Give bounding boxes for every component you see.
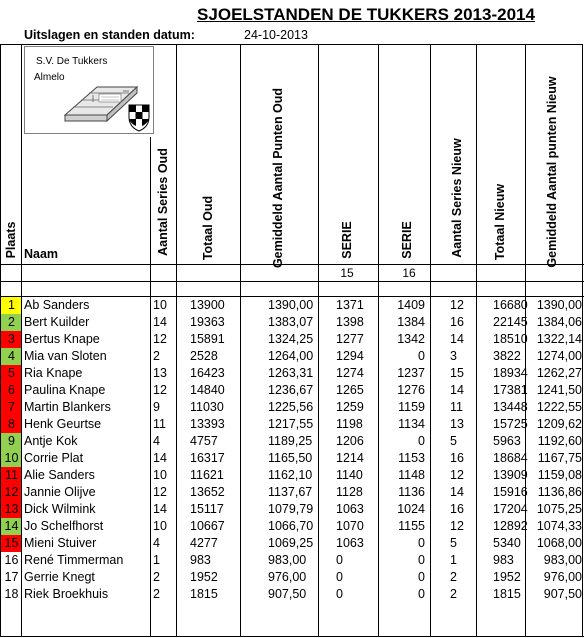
row-gemiddeld-nieuw: 1384,06	[536, 315, 582, 329]
row-serie-1: 1214	[336, 451, 364, 465]
table-row	[0, 433, 584, 450]
row-plaats: 14	[4, 519, 19, 533]
row-gemiddeld-oud: 1263,31	[268, 366, 314, 380]
row-aantal-series-nieuw: 13	[450, 417, 464, 431]
row-plaats: 4	[8, 349, 15, 363]
row-totaal-oud: 13900	[190, 298, 225, 312]
row-totaal-nieuw: 17381	[493, 383, 528, 397]
row-serie-2: 0	[418, 349, 425, 363]
row-aantal-series-nieuw: 16	[450, 502, 464, 516]
row-totaal-oud: 13393	[190, 417, 225, 431]
row-plaats: 15	[4, 536, 19, 550]
row-plaats: 13	[4, 502, 19, 516]
row-aantal-series-oud: 2	[153, 349, 160, 363]
row-totaal-oud: 19363	[190, 315, 225, 329]
row-naam: Corrie Plat	[24, 451, 84, 465]
row-serie-1: 1198	[336, 417, 363, 431]
header-aantal-series-nieuw: Aantal Series Nieuw	[450, 138, 464, 258]
date-label: Uitslagen en standen datum:	[24, 28, 195, 42]
row-totaal-oud: 10667	[190, 519, 225, 533]
row-plaats: 12	[4, 485, 19, 499]
row-totaal-nieuw: 1952	[493, 570, 521, 584]
grid-line	[0, 264, 584, 265]
table-row	[0, 297, 584, 314]
row-aantal-series-nieuw: 11	[450, 400, 463, 414]
row-serie-1: 1259	[336, 400, 364, 414]
row-totaal-oud: 14840	[190, 383, 225, 397]
page-title: SJOELSTANDEN DE TUKKERS 2013-2014	[197, 5, 535, 24]
row-serie-1: 1140	[336, 468, 363, 482]
header-gemiddeld-oud: Gemiddeld Aantal Punten Oud	[271, 87, 285, 269]
row-aantal-series-oud: 2	[153, 587, 160, 601]
row-gemiddeld-nieuw: 1209,62	[536, 417, 582, 431]
row-plaats: 1	[8, 298, 15, 312]
row-gemiddeld-nieuw: 1074,33	[536, 519, 582, 533]
table-row	[0, 399, 584, 416]
table-row	[0, 314, 584, 331]
row-gemiddeld-nieuw: 1322,14	[536, 332, 582, 346]
row-gemiddeld-nieuw: 1136,86	[537, 485, 582, 499]
row-gemiddeld-oud: 1162,10	[268, 468, 313, 482]
row-serie-2: 0	[418, 553, 425, 567]
row-serie-2: 1159	[398, 400, 425, 414]
row-gemiddeld-nieuw: 1192,60	[537, 434, 582, 448]
row-serie-1: 0	[336, 587, 343, 601]
row-totaal-nieuw: 12892	[493, 519, 528, 533]
row-gemiddeld-oud: 983,00	[268, 553, 307, 567]
row-naam: Ria Knape	[24, 366, 83, 380]
row-aantal-series-nieuw: 14	[450, 485, 464, 499]
row-aantal-series-oud: 11	[153, 417, 166, 431]
row-aantal-series-oud: 14	[153, 502, 167, 516]
row-aantal-series-oud: 10	[153, 468, 167, 482]
row-naam: Antje Kok	[24, 434, 78, 448]
row-aantal-series-nieuw: 15	[450, 366, 464, 380]
row-serie-2: 0	[418, 536, 425, 550]
table-row	[0, 382, 584, 399]
row-aantal-series-oud: 12	[153, 485, 167, 499]
row-totaal-oud: 4757	[190, 434, 218, 448]
header-gemiddeld-nieuw: Gemiddeld Aantal punten Nieuw	[545, 76, 559, 268]
row-plaats: 7	[8, 400, 15, 414]
row-totaal-oud: 11621	[190, 468, 224, 482]
row-naam: Gerrie Knegt	[24, 570, 95, 584]
row-plaats: 9	[8, 434, 15, 448]
row-plaats: 6	[8, 383, 15, 397]
row-serie-1: 1063	[336, 536, 364, 550]
row-aantal-series-oud: 12	[153, 332, 167, 346]
row-serie-1: 1128	[336, 485, 363, 499]
row-gemiddeld-nieuw: 1241,50	[536, 383, 582, 397]
row-serie-2: 1136	[398, 485, 425, 499]
serie-1-number: 15	[340, 266, 354, 280]
row-aantal-series-nieuw: 5	[450, 434, 457, 448]
row-gemiddeld-nieuw: 1222,55	[536, 400, 582, 414]
row-gemiddeld-nieuw: 976,00	[543, 570, 582, 584]
row-gemiddeld-oud: 1189,25	[268, 434, 313, 448]
header-totaal-oud: Totaal Oud	[201, 195, 215, 261]
table-row	[0, 586, 584, 603]
row-serie-1: 1277	[336, 332, 364, 346]
row-aantal-series-nieuw: 2	[450, 587, 457, 601]
row-serie-1: 1265	[336, 383, 364, 397]
row-plaats: 3	[8, 332, 15, 346]
row-serie-1: 1070	[336, 519, 364, 533]
serie-2-number: 16	[402, 266, 416, 280]
row-gemiddeld-nieuw: 1167,75	[537, 451, 582, 465]
row-serie-2: 1237	[397, 366, 425, 380]
row-plaats: 16	[4, 553, 19, 567]
row-aantal-series-nieuw: 14	[450, 332, 464, 346]
row-aantal-series-oud: 14	[153, 315, 167, 329]
row-naam: Dick Wilmink	[24, 502, 96, 516]
table-row	[0, 569, 584, 586]
row-aantal-series-oud: 1	[153, 553, 160, 567]
row-totaal-oud: 16317	[190, 451, 225, 465]
table-row	[0, 331, 584, 348]
row-gemiddeld-oud: 1264,00	[268, 349, 314, 363]
row-totaal-oud: 1952	[190, 570, 218, 584]
row-aantal-series-oud: 10	[153, 519, 167, 533]
row-gemiddeld-oud: 1390,00	[268, 298, 314, 312]
table-row	[0, 450, 584, 467]
row-naam: Mieni Stuiver	[24, 536, 97, 550]
row-totaal-oud: 983	[190, 553, 211, 567]
row-totaal-nieuw: 13448	[493, 400, 528, 414]
row-serie-2: 1342	[397, 332, 425, 346]
row-totaal-oud: 11030	[190, 400, 224, 414]
row-totaal-nieuw: 3822	[493, 349, 521, 363]
row-totaal-nieuw: 5963	[493, 434, 521, 448]
row-aantal-series-oud: 2	[153, 570, 160, 584]
row-serie-2: 1155	[398, 519, 425, 533]
row-naam: Bert Kuilder	[24, 315, 90, 329]
club-logo	[24, 46, 154, 134]
row-totaal-nieuw: 18934	[493, 366, 528, 380]
row-aantal-series-nieuw: 16	[450, 451, 464, 465]
row-totaal-nieuw: 16680	[493, 298, 528, 312]
row-plaats: 2	[8, 315, 15, 329]
row-serie-1: 1206	[336, 434, 364, 448]
row-serie-1: 1294	[336, 349, 364, 363]
row-gemiddeld-oud: 1165,50	[268, 451, 313, 465]
row-totaal-nieuw: 15916	[493, 485, 528, 499]
row-serie-2: 1384	[397, 315, 425, 329]
table-row	[0, 467, 584, 484]
row-gemiddeld-oud: 1137,67	[268, 485, 313, 499]
row-gemiddeld-nieuw: 1159,08	[537, 468, 582, 482]
row-serie-2: 1134	[398, 417, 425, 431]
row-gemiddeld-nieuw: 1262,27	[536, 366, 582, 380]
row-aantal-series-oud: 10	[153, 298, 167, 312]
row-naam: Paulina Knape	[24, 383, 106, 397]
row-totaal-nieuw: 18684	[493, 451, 528, 465]
row-aantal-series-oud: 12	[153, 383, 167, 397]
logo-city: Almelo	[34, 72, 65, 83]
row-serie-2: 1276	[397, 383, 425, 397]
row-aantal-series-nieuw: 2	[450, 570, 457, 584]
row-gemiddeld-oud: 1225,56	[268, 400, 314, 414]
row-gemiddeld-oud: 1324,25	[268, 332, 314, 346]
row-naam: Bertus Knape	[24, 332, 100, 346]
row-gemiddeld-oud: 1079,79	[268, 502, 314, 516]
table-row	[0, 348, 584, 365]
row-serie-1: 1371	[336, 298, 364, 312]
row-aantal-series-oud: 13	[153, 366, 167, 380]
row-totaal-oud: 15891	[190, 332, 225, 346]
row-gemiddeld-nieuw: 983,00	[543, 553, 582, 567]
row-totaal-oud: 1815	[190, 587, 218, 601]
row-plaats: 17	[4, 570, 19, 584]
row-totaal-nieuw: 983	[493, 553, 514, 567]
row-totaal-nieuw: 15725	[493, 417, 528, 431]
row-aantal-series-nieuw: 14	[450, 383, 464, 397]
date-value: 24-10-2013	[244, 28, 308, 42]
row-serie-1: 0	[336, 553, 343, 567]
row-naam: Henk Geurtse	[24, 417, 102, 431]
table-row	[0, 535, 584, 552]
row-aantal-series-oud: 4	[153, 536, 160, 550]
row-aantal-series-nieuw: 5	[450, 536, 457, 550]
row-gemiddeld-oud: 1236,67	[268, 383, 314, 397]
row-totaal-oud: 2528	[190, 349, 218, 363]
row-naam: Riek Broekhuis	[24, 587, 109, 601]
row-aantal-series-oud: 14	[153, 451, 167, 465]
row-gemiddeld-oud: 1217,55	[268, 417, 314, 431]
row-serie-2: 0	[418, 570, 425, 584]
row-serie-2: 0	[418, 434, 425, 448]
grid-line	[0, 281, 584, 282]
row-gemiddeld-nieuw: 907,50	[543, 587, 582, 601]
row-naam: Mia van Sloten	[24, 349, 107, 363]
row-naam: Martin Blankers	[24, 400, 111, 414]
row-totaal-oud: 13652	[190, 485, 225, 499]
row-totaal-oud: 4277	[190, 536, 218, 550]
row-totaal-nieuw: 22145	[493, 315, 528, 329]
row-aantal-series-nieuw: 1	[450, 553, 457, 567]
row-totaal-oud: 15117	[190, 502, 224, 516]
row-serie-1: 0	[336, 570, 343, 584]
row-serie-2: 1409	[397, 298, 425, 312]
header-naam: Naam	[24, 247, 59, 261]
header-aantal-series-oud: Aantal Series Oud	[156, 148, 170, 256]
row-plaats: 11	[5, 468, 18, 482]
row-serie-2: 1148	[398, 468, 425, 482]
row-naam: Jo Schelfhorst	[24, 519, 104, 533]
header-plaats: Plaats	[4, 221, 18, 259]
row-naam: Jannie Olijve	[24, 485, 96, 499]
row-serie-2: 1153	[398, 451, 425, 465]
table-row	[0, 518, 584, 535]
row-gemiddeld-oud: 1066,70	[268, 519, 314, 533]
row-gemiddeld-nieuw: 1390,00	[536, 298, 582, 312]
row-totaal-nieuw: 13909	[493, 468, 528, 482]
grid-line	[0, 44, 583, 45]
row-plaats: 5	[8, 366, 15, 380]
row-aantal-series-nieuw: 16	[450, 315, 464, 329]
grid-line	[0, 636, 584, 637]
row-serie-2: 1024	[397, 502, 425, 516]
table-row	[0, 552, 584, 569]
row-gemiddeld-oud: 907,50	[268, 587, 307, 601]
row-naam: Ab Sanders	[24, 298, 90, 312]
row-totaal-oud: 16423	[190, 366, 225, 380]
row-gemiddeld-oud: 1069,25	[268, 536, 314, 550]
logo-club-name: S.V. De Tukkers	[36, 56, 108, 67]
row-serie-1: 1398	[336, 315, 364, 329]
header-serie-1: SERIE	[340, 221, 354, 259]
row-gemiddeld-oud: 1383,07	[268, 315, 314, 329]
row-plaats: 8	[8, 417, 15, 431]
row-aantal-series-nieuw: 12	[450, 468, 464, 482]
row-plaats: 10	[4, 451, 19, 465]
table-row	[0, 416, 584, 433]
row-serie-2: 0	[418, 587, 425, 601]
row-gemiddeld-nieuw: 1068,00	[536, 536, 582, 550]
row-aantal-series-nieuw: 12	[450, 519, 464, 533]
row-naam: René Timmerman	[24, 553, 124, 567]
row-serie-1: 1063	[336, 502, 364, 516]
row-totaal-nieuw: 17204	[493, 502, 528, 516]
row-naam: Alie Sanders	[24, 468, 95, 482]
row-gemiddeld-nieuw: 1274,00	[536, 349, 582, 363]
row-aantal-series-oud: 4	[153, 434, 160, 448]
row-totaal-nieuw: 18510	[493, 332, 528, 346]
row-aantal-series-nieuw: 3	[450, 349, 457, 363]
row-totaal-nieuw: 5340	[493, 536, 521, 550]
row-aantal-series-nieuw: 12	[450, 298, 464, 312]
row-aantal-series-oud: 9	[153, 400, 160, 414]
table-row	[0, 365, 584, 382]
header-totaal-nieuw: Totaal Nieuw	[493, 183, 507, 261]
row-plaats: 18	[4, 587, 19, 601]
row-gemiddeld-nieuw: 1075,25	[536, 502, 582, 516]
row-gemiddeld-oud: 976,00	[268, 570, 307, 584]
row-serie-1: 1274	[336, 366, 364, 380]
table-row	[0, 484, 584, 501]
table-row	[0, 501, 584, 518]
row-totaal-nieuw: 1815	[493, 587, 521, 601]
header-serie-2: SERIE	[400, 221, 414, 259]
